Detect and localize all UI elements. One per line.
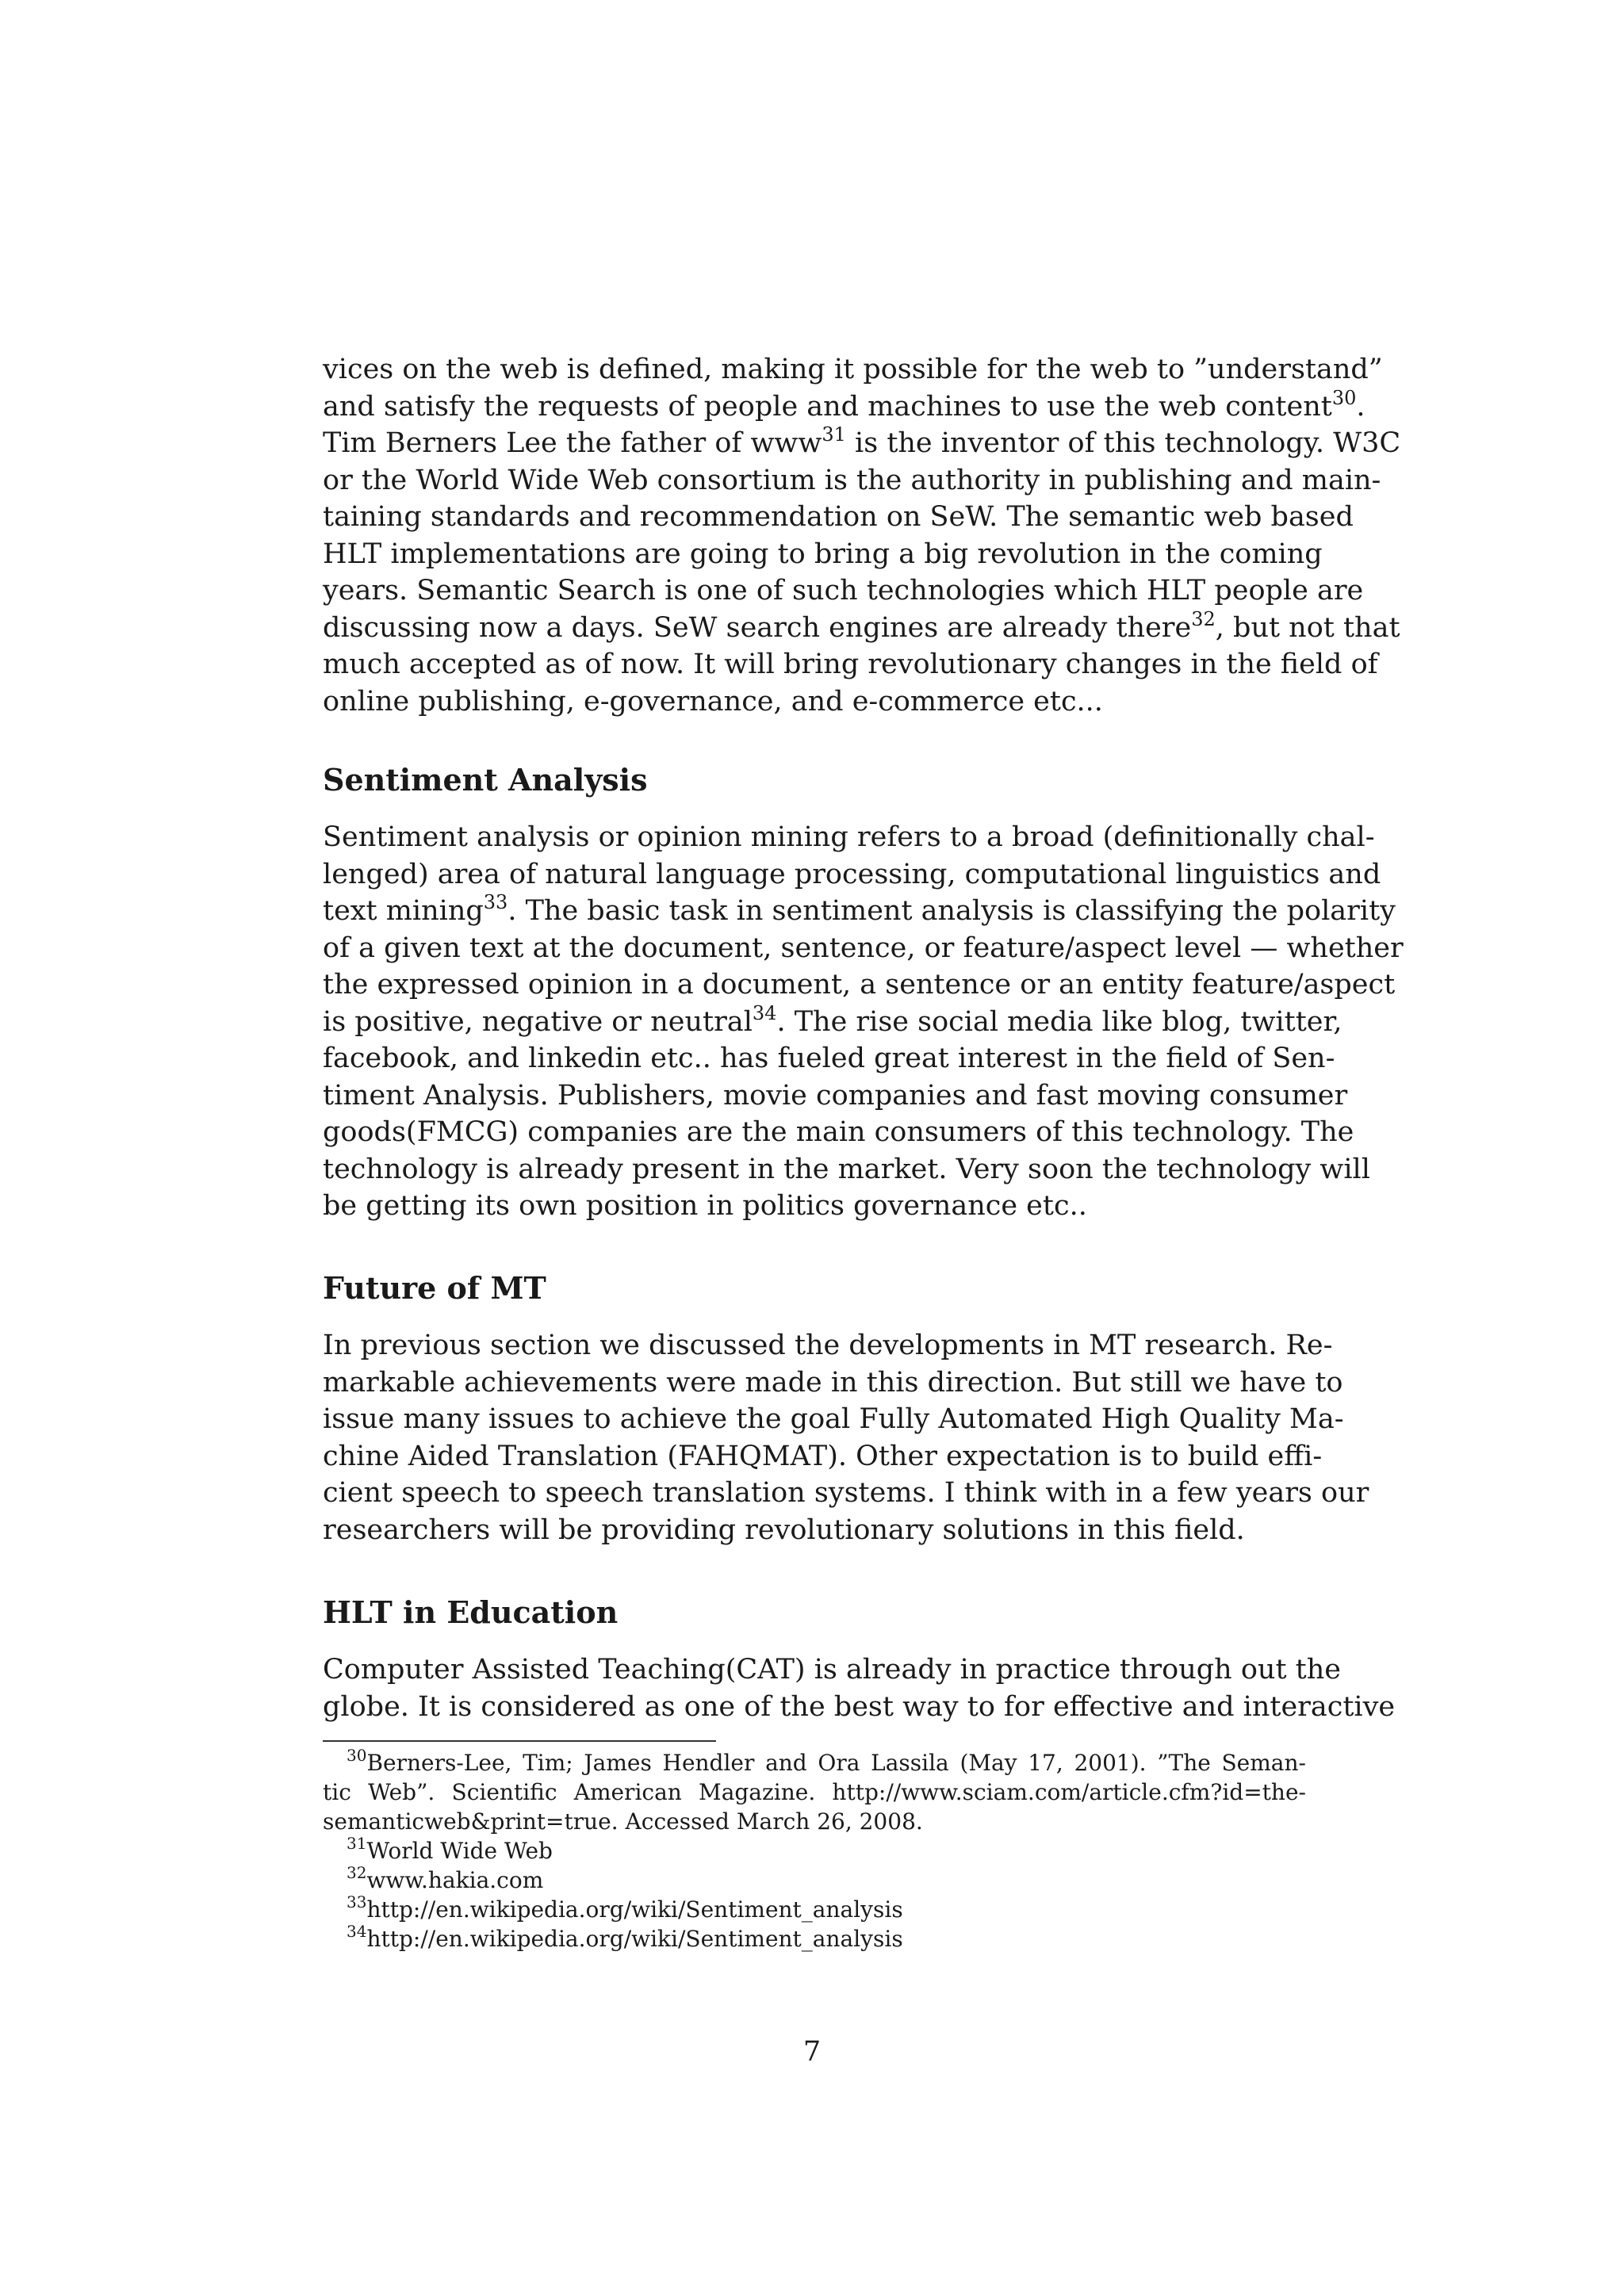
footnote-line xyxy=(347,1836,1306,1866)
text-line: online publishing, e-governance, and e-commerce etc... xyxy=(323,685,1103,718)
text-line: or the World Wide Web consortium is the authority in publishing and main- xyxy=(323,464,1381,496)
text-line: the expressed opinion in a document, a sentence or an entity feature/aspect xyxy=(323,969,1396,1001)
footnote-text[interactable]: www.hakia.com xyxy=(366,1867,544,1893)
footnote-33 xyxy=(323,1892,1306,1924)
text-span: text mining xyxy=(323,895,484,927)
semantic-web-paragraph-block xyxy=(323,351,1401,720)
text-line: HLT implementations are going to bring a big revolution in the coming xyxy=(323,538,1323,570)
text-line: technology is already present in the market. Very soon the technology will xyxy=(323,1153,1370,1185)
footnote-ref-32[interactable]: 32 xyxy=(1191,607,1216,630)
footnote-line xyxy=(347,1863,1306,1895)
text-line: goods(FMCG) companies are the main consumers of this technology. The xyxy=(323,1116,1354,1148)
footnote-number: 33 xyxy=(347,1892,367,1911)
text-line xyxy=(323,607,1400,647)
hlt-in-education-paragraph xyxy=(323,1651,1396,1725)
text-line xyxy=(323,1001,1342,1041)
text-line: markable achievements were made in this direction. But still we have to xyxy=(323,1366,1343,1399)
future-of-mt-body xyxy=(323,1327,1369,1548)
footnote-ref-34[interactable]: 34 xyxy=(752,1001,777,1024)
semantic-web-paragraph xyxy=(323,351,1401,720)
text-line: be getting its own position in politics governance etc.. xyxy=(323,1190,1087,1222)
text-span: is the inventor of this technology. W3C xyxy=(845,427,1401,459)
text-line: globe. It is considered as one of the best way to for effective and interactive xyxy=(323,1690,1396,1723)
text-line: In previous section we discussed the developments in MT research. Re- xyxy=(323,1330,1333,1361)
text-line: timent Analysis. Publishers, movie companies and fast moving consumer xyxy=(323,1079,1348,1112)
footnote-line: tic Web”. Scientific American Magazine. http://www.sciam.com/article.cfm?id=the- xyxy=(323,1779,1306,1805)
text-span: Tim Berners Lee the father of www xyxy=(323,427,822,459)
footnote-number: 34 xyxy=(347,1922,367,1941)
footnote-ref-30[interactable]: 30 xyxy=(1331,386,1357,409)
sentiment-analysis-body xyxy=(323,819,1404,1225)
sentiment-analysis-section xyxy=(323,760,1306,800)
footnote-line xyxy=(347,1748,1306,1777)
text-line: chine Aided Translation (FAHQMAT). Other expectation is to build effi- xyxy=(323,1440,1323,1472)
footnotes xyxy=(323,1748,1306,1954)
text-span: . xyxy=(1356,390,1365,423)
footnote-text: Berners-Lee, Tim; James Hendler and Ora Lassila (May 17, 2001). ”The Seman- xyxy=(366,1750,1306,1776)
text-line: of a given text at the document, sentence, or feature/aspect level — whether xyxy=(323,932,1404,964)
footnote-ref-33[interactable]: 33 xyxy=(483,891,508,913)
text-line: much accepted as of now. It will bring revolutionary changes in the field of xyxy=(323,649,1378,680)
text-line xyxy=(323,423,1401,462)
text-span: and satisfy the requests of people and machines to use the web content xyxy=(323,390,1332,423)
footnote-line xyxy=(347,1892,1306,1924)
footnote-31 xyxy=(323,1836,1306,1866)
text-line: lenged) area of natural language processing, computational linguistics and xyxy=(323,858,1381,890)
future-of-mt-paragraph xyxy=(323,1327,1369,1548)
footnote-number: 30 xyxy=(347,1746,367,1765)
footnote-line: semanticweb&print=true. Accessed March 26, 2008. xyxy=(323,1808,923,1835)
text-line xyxy=(323,386,1365,426)
hlt-in-education-body xyxy=(323,1651,1396,1725)
footnote-line xyxy=(347,1924,1306,1954)
text-line: vices on the web is defined, making it possible for the web to ”understand” xyxy=(323,354,1383,385)
page-number: 7 xyxy=(802,2036,822,2068)
text-line: issue many issues to achieve the goal Fully Automated High Quality Ma- xyxy=(323,1403,1344,1435)
footnote-number: 31 xyxy=(347,1834,367,1853)
text-line: Computer Assisted Teaching(CAT) is already in practice through out the xyxy=(323,1654,1341,1686)
footnote-link[interactable]: http://en.wikipedia.org/wiki/Sentiment_analysis xyxy=(366,1896,903,1923)
text-span: . The basic task in sentiment analysis is classifying the polarity xyxy=(508,895,1396,927)
section-heading-sentiment-analysis: Sentiment Analysis xyxy=(323,762,648,798)
text-line: Sentiment analysis or opinion mining refers to a broad (definitionally chal- xyxy=(323,821,1375,853)
footnote-text: World Wide Web xyxy=(366,1838,553,1864)
text-line xyxy=(323,891,1396,930)
section-heading-future-of-mt: Future of MT xyxy=(323,1270,546,1306)
footnote-ref-31[interactable]: 31 xyxy=(822,423,846,446)
text-line: taining standards and recommendation on SeW. The semantic web based xyxy=(323,501,1354,533)
sentiment-analysis-paragraph xyxy=(323,819,1404,1225)
footnote-32 xyxy=(323,1863,1306,1895)
text-line: cient speech to speech translation systems. I think with in a few years our xyxy=(323,1477,1369,1509)
text-line: researchers will be providing revolutionary solutions in this field. xyxy=(323,1513,1245,1546)
text-line: years. Semantic Search is one of such technologies which HLT people are xyxy=(323,575,1364,607)
text-span: . The rise social media like blog, twitter, xyxy=(776,1005,1342,1038)
footnote-34 xyxy=(323,1924,1306,1954)
text-span: discussing now a days. SeW search engines are already there xyxy=(323,611,1192,644)
hlt-in-education-section xyxy=(323,1593,1306,1632)
footnote-30 xyxy=(323,1748,1306,1836)
footnote-separator xyxy=(323,1740,716,1742)
text-span: is positive, negative or neutral xyxy=(323,1005,753,1038)
text-span: , but not that xyxy=(1215,611,1400,644)
future-of-mt-section xyxy=(323,1269,1306,1308)
text-line: facebook, and linkedin etc.. has fueled great interest in the field of Sen- xyxy=(323,1043,1335,1074)
footnote-link[interactable]: http://en.wikipedia.org/wiki/Sentiment_analysis xyxy=(366,1926,903,1952)
footnote-number: 32 xyxy=(347,1863,367,1882)
section-heading-hlt-in-education: HLT in Education xyxy=(323,1594,619,1630)
